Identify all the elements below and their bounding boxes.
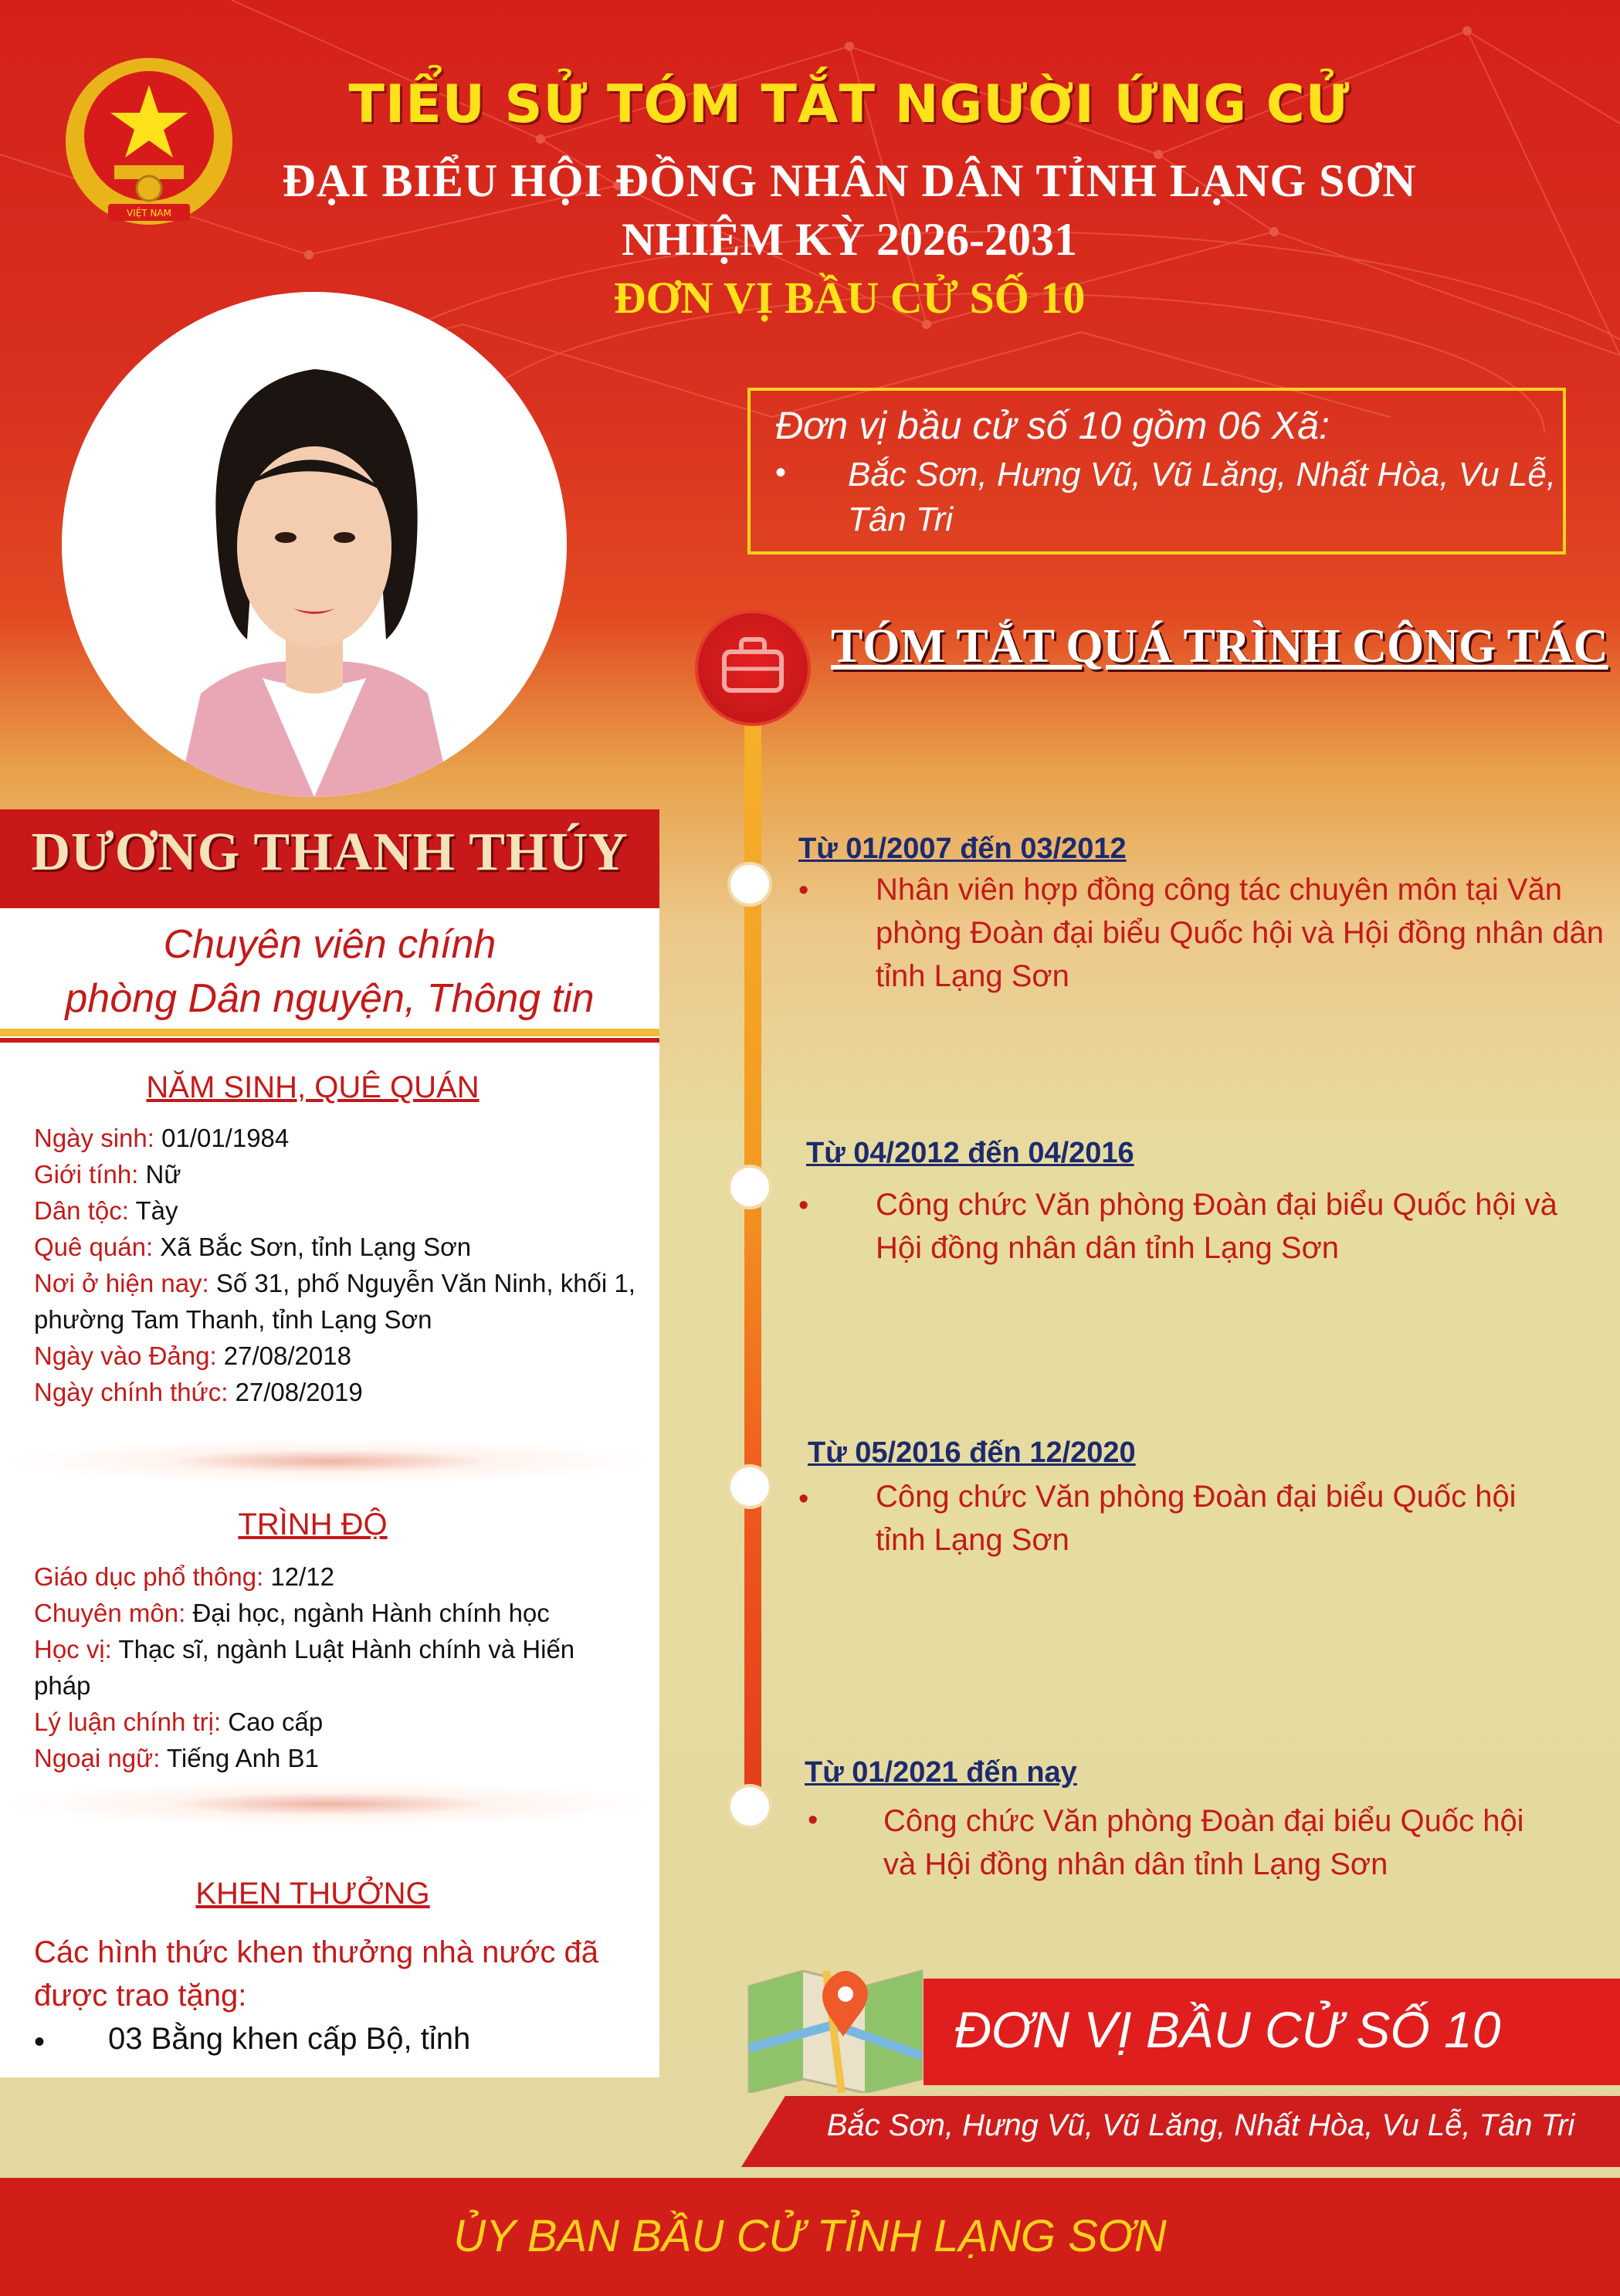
unit-box-bullet: • [775,456,787,490]
award-item: 03 Bằng khen cấp Bộ, tỉnh [108,2022,471,2056]
role-line-1: Chuyên viên chính [163,922,497,967]
candidate-name: DƯƠNG THANH THÚY [31,822,629,882]
unit-label: ĐƠN VỊ BẦU CỬ SỐ 10 [613,273,1086,323]
timeline-description: Nhân viên hợp đồng công tác chuyên môn tại Văn phòng Đoàn đại biểu Quốc hội và Hội đồng nhân dân tỉnh Lạng Sơn [876,873,1604,993]
divider-band-red [0,1038,659,1043]
award-intro: Các hình thức khen thưởng nhà nước đã được trao tặng: [34,1935,598,2013]
birth-info-list [34,1120,636,1410]
info-row: Lý luận chính trị: Cao cấp [34,1708,324,1736]
unit-strip-communes: Bắc Sơn, Hưng Vũ, Vũ Lăng, Nhất Hòa, Vu Lễ, Tân Tri [826,2108,1575,2142]
emblem-text: VIỆT NAM [126,208,172,219]
timeline-bullet: • [798,874,809,907]
timeline-bullet: • [798,1483,809,1515]
info-row: Quê quán: Xã Bắc Sơn, tỉnh Lạng Sơn [34,1233,472,1261]
section-divider [0,1781,659,1827]
timeline-description: Công chức Văn phòng Đoàn đại biểu Quốc hội tỉnh Lạng Sơn [876,1480,1517,1557]
timeline-bullet: • [798,1189,809,1222]
role-line-2: phòng Dân nguyện, Thông tin [65,976,595,1021]
info-row: Ngày chính thức: 27/08/2019 [34,1378,363,1406]
page-title: TIỂU SỬ TÓM TẮT NGƯỜI ỨNG CỬ [348,74,1351,135]
timeline-description: Công chức Văn phòng Đoàn đại biểu Quốc hội và Hội đồng nhân dân tỉnh Lạng Sơn [883,1804,1524,1881]
info-row: Ngoại ngữ: Tiếng Anh B1 [34,1744,319,1772]
info-row: Giáo dục phổ thông: 12/12 [34,1562,334,1591]
briefcase-icon [695,610,811,726]
timeline-dot [727,1464,772,1509]
unit-box-title: Đơn vị bầu cử số 10 gồm 06 Xã: [775,404,1330,447]
info-row: Dân tộc: Tày [34,1196,178,1225]
education-info-list [34,1558,636,1776]
national-emblem-icon [60,53,238,230]
info-row: Học vị: Thạc sĩ, ngành Luật Hành chính và Hiến pháp [34,1635,575,1700]
divider-band [0,1029,659,1036]
candidate-portrait [62,292,567,797]
timeline-description: Công chức Văn phòng Đoàn đại biểu Quốc hội và Hội đồng nhân dân tỉnh Lạng Sơn [876,1188,1557,1265]
info-row: Ngày vào Đảng: 27/08/2018 [34,1341,351,1370]
timeline-period: Từ 01/2021 đến nay [805,1756,1077,1789]
info-row: Nơi ở hiện nay: Số 31, phố Nguyễn Văn Ninh, khối 1, phường Tam Thanh, tỉnh Lạng Sơn [34,1269,635,1334]
term-label: NHIỆM KỲ 2026-2031 [622,214,1077,265]
timeline-period: Từ 05/2016 đến 12/2020 [808,1436,1136,1469]
footer-text: ỦY BAN BẦU CỬ TỈNH LẠNG SƠN [453,2211,1167,2261]
info-row: Chuyên môn: Đại học, ngành Hành chính học [34,1599,550,1627]
timeline-period: Từ 01/2007 đến 03/2012 [798,833,1127,865]
map-pin-icon [741,1963,930,2093]
timeline-heading: TÓM TẮT QUÁ TRÌNH CÔNG TÁC [831,620,1608,673]
unit-box-communes: Bắc Sơn, Hưng Vũ, Vũ Lăng, Nhất Hòa, Vu Lễ, Tân Tri [848,456,1557,538]
info-row: Ngày sinh: 01/01/1984 [34,1124,290,1152]
timeline-dot [727,1165,772,1209]
timeline-period: Từ 04/2012 đến 04/2016 [806,1137,1134,1169]
award-bullet: • [34,2025,46,2059]
education-section-title: TRÌNH ĐỘ [238,1507,388,1541]
page-subtitle: ĐẠI BIỂU HỘI ĐỒNG NHÂN DÂN TỈNH LẠNG SƠN [282,155,1417,206]
info-row: Giới tính: Nữ [34,1160,181,1189]
timeline-dot [727,862,772,907]
candidate-role [0,917,659,1026]
timeline-dot [727,1784,772,1829]
unit-banner-title: ĐƠN VỊ BẦU CỬ SỐ 10 [954,2001,1501,2058]
section-divider [0,1438,659,1484]
timeline-bullet: • [808,1804,818,1836]
birth-section-title: NĂM SINH, QUÊ QUÁN [146,1070,480,1104]
award-section-title: KHEN THƯỞNG [195,1877,430,1911]
